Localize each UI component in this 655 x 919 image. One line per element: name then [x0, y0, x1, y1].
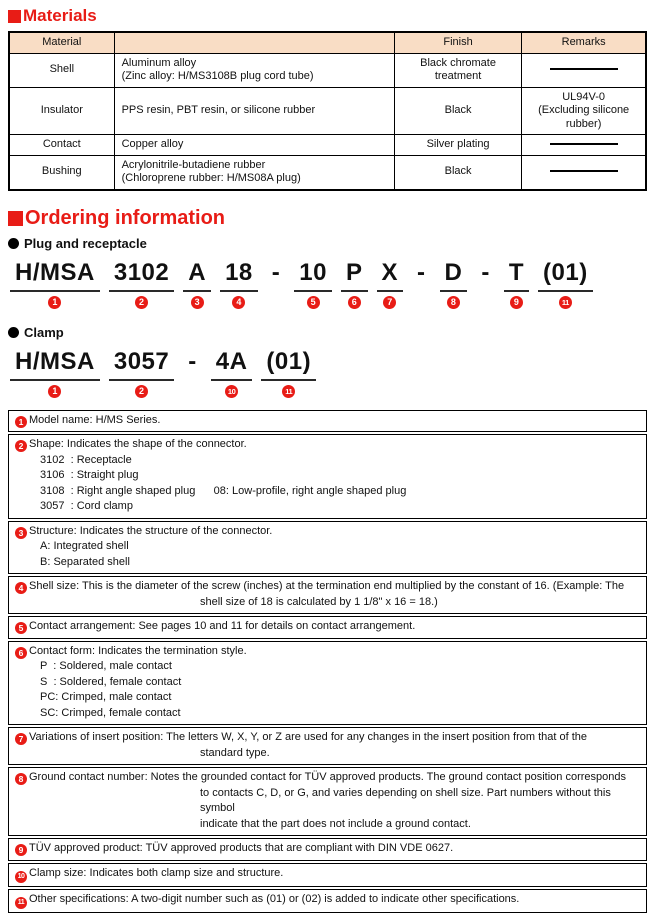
- plug-receptacle-label: [8, 236, 647, 251]
- note-text: indicate that the part does not include a ground contact.: [200, 817, 471, 830]
- note-text: Contact arrangement: See pages 10 and 11 for details on contact arrangement.: [29, 620, 416, 632]
- clamp-part-number: [10, 348, 647, 400]
- material-cell: Insulator: [9, 87, 114, 135]
- part-number-segment: [220, 259, 258, 311]
- part-number-text: -: [188, 347, 197, 375]
- finish-line: Silver plating: [426, 138, 490, 150]
- segment-number-badge: 4: [232, 296, 245, 309]
- segment-number-slot: [191, 296, 204, 311]
- part-number-segment: [10, 259, 100, 311]
- description-line: Aluminum alloy: [121, 56, 197, 69]
- segment-number-slot: [135, 385, 148, 400]
- note-text: Ground contact number: Notes the grounded contact for TÜV approved products. The ground contact position corresponds: [29, 771, 627, 783]
- ordering-note: [8, 576, 647, 614]
- note-line: [15, 413, 640, 429]
- black-dot-icon: [8, 238, 19, 249]
- note-line: [15, 539, 640, 555]
- note-line: [15, 555, 640, 571]
- note-text: Variations of insert position: The letters W, X, Y, or Z are used for any changes in the insert position from that of the: [29, 731, 588, 743]
- note-line: [15, 619, 640, 635]
- finish-cell: [394, 155, 521, 190]
- part-number-segment: [476, 259, 495, 311]
- part-number-segment: [261, 348, 316, 400]
- part-number-segment: [412, 259, 431, 311]
- note-number-badge: 4: [15, 582, 27, 594]
- part-number-text: -: [481, 258, 490, 286]
- segment-number-slot: [135, 296, 148, 311]
- segment-number-badge: 2: [135, 385, 148, 398]
- note-text: 3108 : Right angle shaped plug 08: Low-profile, right angle shaped plug: [40, 484, 407, 497]
- segment-number-slot: [225, 385, 238, 400]
- ordering-heading-label: Ordering information: [25, 206, 225, 229]
- note-line: [15, 644, 640, 660]
- description-cell: [114, 87, 394, 135]
- material-cell: Shell: [9, 53, 114, 87]
- remarks-cell: [522, 135, 646, 156]
- finish-cell: [394, 135, 521, 156]
- note-line: [15, 866, 640, 883]
- materials-column-header: Material: [9, 32, 114, 53]
- part-number-text: -: [271, 258, 281, 286]
- part-number-segment: [504, 259, 529, 311]
- note-line: [15, 690, 640, 706]
- part-number-text: 10: [294, 259, 332, 292]
- part-number-segment: [183, 259, 211, 311]
- note-line: [15, 579, 640, 595]
- materials-column-header: Finish: [394, 32, 521, 53]
- segment-number-badge: 3: [191, 296, 204, 309]
- note-number-badge: 2: [15, 440, 27, 452]
- note-number-badge: 9: [15, 844, 27, 856]
- part-number-text: H/MSA: [10, 348, 100, 381]
- note-text: Shell size: This is the diameter of the screw (inches) at the termination end multiplied by the constant of 16. (Example: The: [29, 580, 625, 592]
- segment-number-slot: [307, 296, 320, 311]
- materials-heading: [8, 6, 647, 26]
- clamp-label: [8, 325, 647, 340]
- note-line: [15, 484, 640, 500]
- note-line: [15, 730, 640, 746]
- material-cell: Bushing: [9, 155, 114, 190]
- segment-number-slot: [559, 296, 572, 311]
- ordering-note: [8, 410, 647, 433]
- clamp-label-text: Clamp: [24, 324, 64, 340]
- part-number-text: A: [183, 259, 211, 292]
- part-number-segment: [538, 259, 593, 311]
- part-number-segment: [377, 259, 404, 311]
- ordering-note: [8, 616, 647, 639]
- note-text: TÜV approved product: TÜV approved products that are compliant with DIN VDE 0627.: [29, 842, 454, 854]
- note-text: Other specifications: A two-digit number such as (01) or (02) is added to indicate other specifications.: [29, 892, 520, 905]
- materials-table: [8, 31, 647, 191]
- materials-table-row: [9, 53, 646, 87]
- note-line: [15, 524, 640, 540]
- segment-number-badge: 1: [48, 385, 61, 398]
- part-number-segment: [109, 348, 174, 400]
- ordering-note: [8, 889, 647, 913]
- segment-number-slot: [510, 296, 523, 311]
- part-number-text: P: [341, 259, 368, 292]
- note-text: Clamp size: Indicates both clamp size and structure.: [29, 866, 284, 879]
- note-line: [15, 453, 640, 469]
- note-number-badge: 6: [15, 647, 27, 659]
- note-text: 3057 : Cord clamp: [40, 500, 133, 512]
- segment-number-slot: [48, 296, 61, 311]
- finish-line: Black chromate: [420, 56, 496, 69]
- black-dot-icon: [8, 327, 19, 338]
- note-text: S : Soldered, female contact: [40, 675, 182, 688]
- ordering-heading: [8, 207, 647, 230]
- ordering-note: [8, 863, 647, 887]
- part-number-text: -: [417, 258, 426, 286]
- note-line: [15, 468, 640, 484]
- segment-number-badge: 6: [348, 296, 361, 309]
- ordering-note: [8, 727, 647, 765]
- note-number-badge: 11: [15, 897, 27, 909]
- note-number-badge: 5: [15, 622, 27, 634]
- segment-number-slot: [282, 385, 295, 400]
- note-text: to contacts C, D, or G, and varies depending on shell size. Part numbers without this symbol: [200, 786, 614, 814]
- segment-number-slot: [383, 296, 396, 311]
- note-number-badge: 3: [15, 527, 27, 539]
- note-text: Structure: Indicates the structure of the connector.: [29, 524, 273, 537]
- description-cell: [114, 135, 394, 156]
- part-number-segment: [183, 348, 202, 400]
- note-line: [15, 786, 640, 817]
- ordering-note: [8, 767, 647, 836]
- note-line: [15, 892, 640, 909]
- description-line: Copper alloy: [121, 138, 184, 150]
- note-text: Contact form: Indicates the termination style.: [29, 644, 247, 657]
- part-number-text: 3057: [109, 348, 174, 381]
- ordering-notes: [8, 410, 647, 913]
- ordering-note: [8, 641, 647, 726]
- plug-part-number: [10, 259, 647, 311]
- note-line: [15, 746, 640, 762]
- segment-number-slot: [232, 296, 245, 311]
- ordering-note: [8, 434, 647, 519]
- note-text: Model name: H/MS Series.: [29, 413, 161, 426]
- part-number-text: 3102: [109, 259, 174, 292]
- segment-number-slot: [48, 385, 61, 400]
- segment-number-badge: 7: [383, 296, 396, 309]
- material-cell: Contact: [9, 135, 114, 156]
- part-number-segment: [109, 259, 174, 311]
- part-number-text: X: [377, 259, 404, 292]
- note-line: [15, 841, 640, 857]
- segment-number-badge: 1: [48, 296, 61, 309]
- segment-number-badge: 9: [510, 296, 523, 309]
- part-number-text: (01): [538, 259, 593, 292]
- part-number-segment: [10, 348, 100, 400]
- dash-line: [550, 143, 618, 145]
- part-number-text: T: [504, 259, 529, 292]
- segment-number-badge: 8: [447, 296, 460, 309]
- segment-number-slot: [348, 296, 361, 311]
- note-line: [15, 437, 640, 453]
- remarks-cell: [522, 155, 646, 190]
- description-cell: [114, 155, 394, 190]
- segment-number-badge: 10: [225, 385, 238, 398]
- part-number-text: D: [440, 259, 468, 292]
- segment-number-badge: 2: [135, 296, 148, 309]
- note-text: B: Separated shell: [40, 555, 130, 568]
- remarks-line: rubber): [565, 117, 602, 130]
- note-line: [15, 770, 640, 786]
- ordering-note: [8, 521, 647, 575]
- finish-line: Black: [444, 104, 472, 116]
- description-line: (Chloroprene rubber: H/MS08A plug): [121, 172, 301, 184]
- part-number-segment: [211, 348, 253, 400]
- segment-number-badge: 11: [282, 385, 295, 398]
- description-line: Acrylonitrile-butadiene rubber: [121, 158, 266, 171]
- segment-number-badge: 11: [559, 296, 572, 309]
- part-number-text: 18: [220, 259, 258, 292]
- plug-receptacle-label-text: Plug and receptacle: [24, 235, 147, 251]
- note-line: [15, 659, 640, 675]
- ordering-note: [8, 838, 647, 861]
- red-square-icon: [8, 10, 21, 23]
- note-text: SC: Crimped, female contact: [40, 706, 181, 719]
- part-number-segment: [341, 259, 368, 311]
- materials-table-body: [9, 53, 646, 190]
- red-square-icon: [8, 211, 23, 226]
- materials-heading-label: Materials: [23, 6, 97, 25]
- segment-number-slot: [447, 296, 460, 311]
- note-line: [15, 706, 640, 722]
- materials-table-row: [9, 87, 646, 135]
- note-text: 3102 : Receptacle: [40, 453, 132, 466]
- materials-table-row: [9, 155, 646, 190]
- note-line: [15, 499, 640, 515]
- note-text: Shape: Indicates the shape of the connector.: [29, 438, 247, 450]
- part-number-segment: [440, 259, 468, 311]
- remarks-line: (Excluding silicone: [538, 104, 630, 116]
- note-number-badge: 1: [15, 416, 27, 428]
- note-line: [15, 675, 640, 691]
- note-number-badge: 8: [15, 773, 27, 785]
- part-number-segment: [267, 259, 286, 311]
- note-text: P : Soldered, male contact: [40, 660, 172, 672]
- note-number-badge: 7: [15, 733, 27, 745]
- note-text: A: Integrated shell: [40, 540, 129, 552]
- materials-table-row: [9, 135, 646, 156]
- materials-column-header: [114, 32, 394, 53]
- part-number-text: 4A: [211, 348, 253, 381]
- segment-number-badge: 5: [307, 296, 320, 309]
- remarks-cell: [522, 53, 646, 87]
- dash-line: [550, 68, 618, 70]
- finish-line: Black: [444, 165, 472, 178]
- note-text: standard type.: [200, 746, 270, 759]
- materials-table-head-row: [9, 32, 646, 53]
- description-cell: [114, 53, 394, 87]
- remarks-line: UL94V-0: [562, 90, 606, 103]
- description-line: PPS resin, PBT resin, or silicone rubber: [121, 104, 316, 116]
- dash-line: [550, 170, 618, 172]
- note-text: shell size of 18 is calculated by 1 1/8" x 16 = 18.): [200, 595, 438, 608]
- materials-column-header: Remarks: [522, 32, 646, 53]
- note-text: PC: Crimped, male contact: [40, 691, 172, 703]
- finish-cell: [394, 87, 521, 135]
- note-text: 3106 : Straight plug: [40, 469, 139, 481]
- note-line: [15, 595, 640, 611]
- part-number-text: (01): [261, 348, 316, 381]
- finish-line: treatment: [434, 70, 482, 82]
- note-line: [15, 817, 640, 833]
- note-number-badge: 10: [15, 871, 27, 883]
- part-number-segment: [294, 259, 332, 311]
- remarks-cell: [522, 87, 646, 135]
- finish-cell: [394, 53, 521, 87]
- description-line: (Zinc alloy: H/MS3108B plug cord tube): [121, 70, 314, 82]
- part-number-text: H/MSA: [10, 259, 100, 292]
